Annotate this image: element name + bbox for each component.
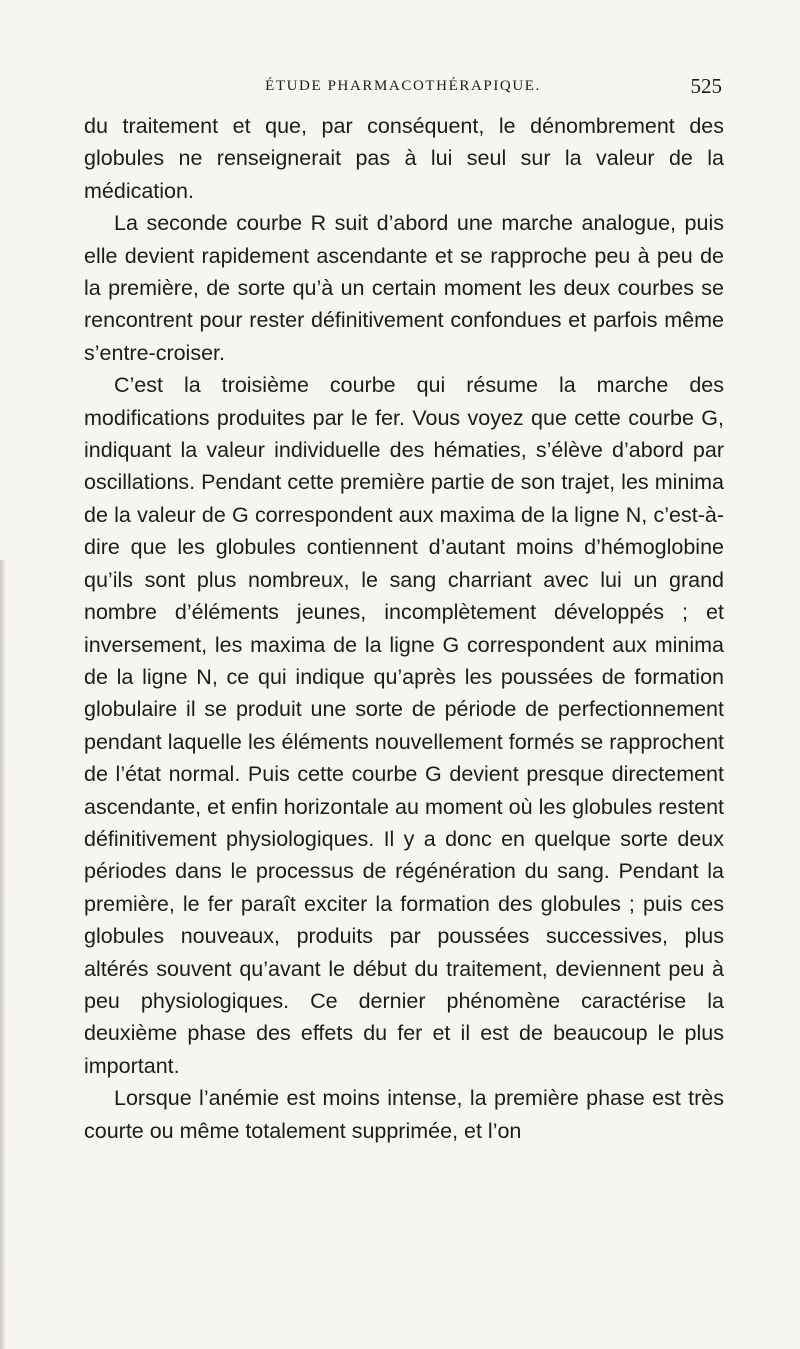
paragraph-third-curve: C’est la troisième courbe qui résume la marche des modifications produites par le fer. Vous voyez que cette courbe G, indiquant la valeur individuelle des hématies, s’élève d’abord par oscillations. Pendant cette première partie de son trajet, les minima de la valeur de G correspondent aux maxima de la ligne N, c’est-à-dire que les globules contiennent d’autant moins d’hémoglobine qu’ils sont plus nombreux, le sang charriant avec lui un grand nombre d’éléments jeunes, incomplètement développés ; et inversement, les maxima de la ligne G correspondent aux minima de la ligne N, ce qui indique qu’après les poussées de formation globulaire il se produit une sorte de période de perfectionnement pendant laquelle les éléments nouvellement formés se rapprochent de l’état normal. Puis cette courbe G devient presque directement ascendante, et enfin horizontale au moment où les globules restent définitivement physiologiques. Il y a donc en quelque sorte deux périodes dans le processus de régénération du sang. Pendant la première, le fer paraît exciter la formation des globules ; puis ces globules nouveaux, produits par poussées successives, plus altérés souvent qu’avant le début du traitement, deviennent peu à peu physiologiques. Ce dernier phénomène caractérise la deuxième phase des effets du fer et il est de beaucoup le plus important. [84,373,724,1078]
paragraph-anemia: Lorsque l’anémie est moins intense, la première phase est très courte ou même totalement supprimée, et l’on [84,1086,724,1143]
paragraph-continuation: du traitement et que, par conséquent, le dénombrement des globules ne renseignerait pas à lui seul sur la valeur de la médication. [84,114,724,203]
page-binding-shadow [0,560,6,1349]
running-title: ÉTUDE PHARMACOTHÉRAPIQUE. [265,78,541,94]
page-number: 525 [690,74,722,98]
body-text [84,110,724,1147]
running-header [84,74,722,104]
paragraph-second-curve: La seconde courbe R suit d’abord une marche analogue, puis elle devient rapidement ascendante et se rapproche peu à peu de la première, de sorte qu’à un certain moment les deux courbes se rencontrent pour rester définitivement confondues et parfois même s’entre-croiser. [84,211,724,365]
